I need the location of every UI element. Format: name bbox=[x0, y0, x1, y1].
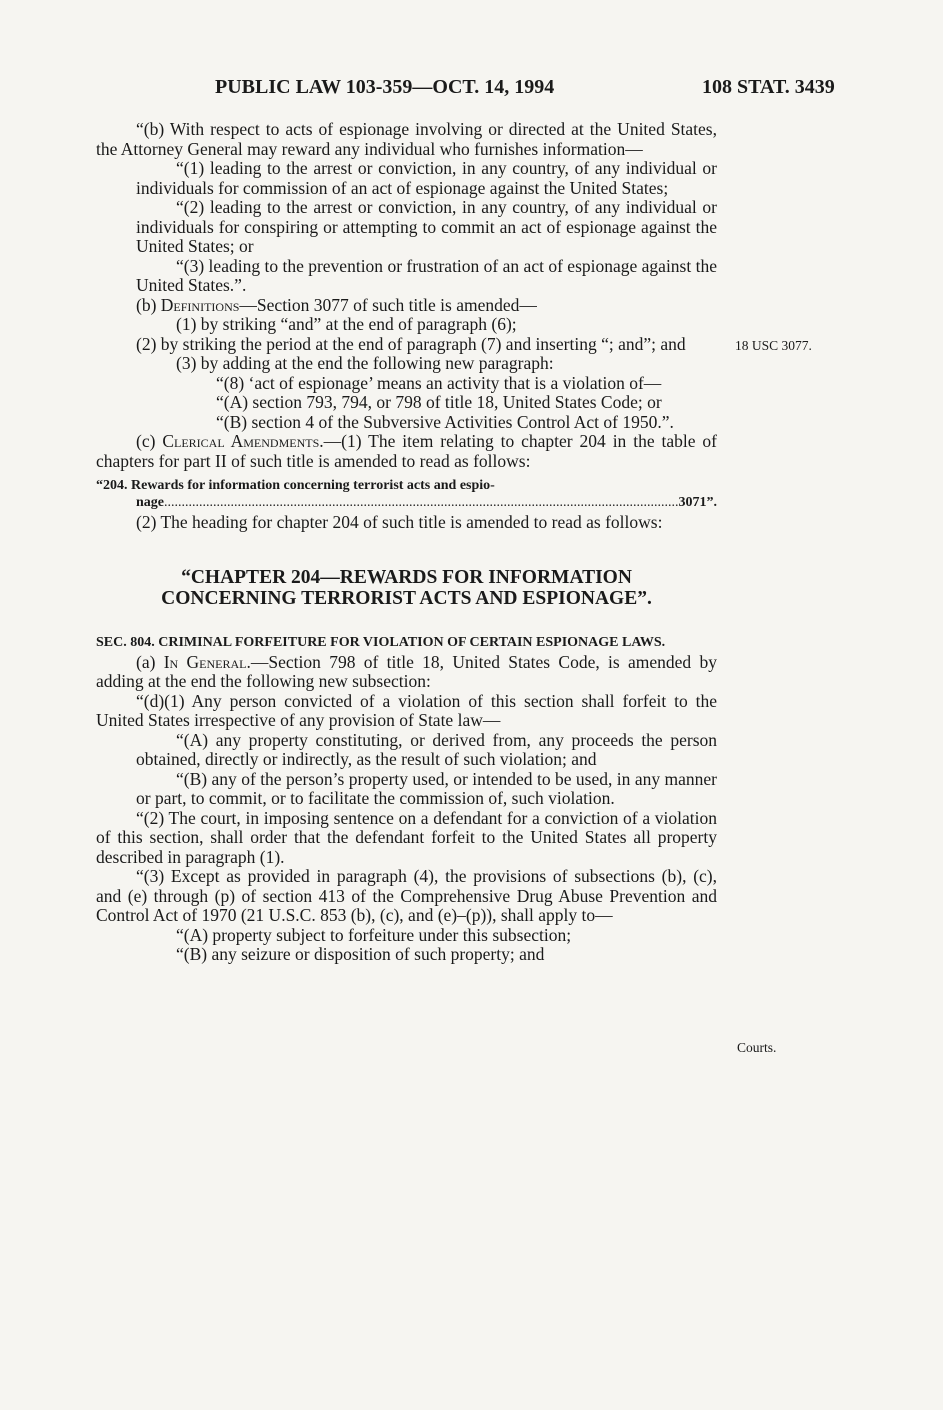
toc-leader-dots bbox=[164, 494, 679, 511]
stat-page-number: 108 STAT. 3439 bbox=[702, 76, 835, 98]
chapter-heading-line-1: “CHAPTER 204—REWARDS FOR INFORMATION bbox=[181, 566, 632, 588]
running-head: PUBLIC LAW 103-359—OCT. 14, 1994 bbox=[215, 76, 555, 98]
clerical-text: .—(1) The item relating to chapter 204 in the table of chapters for part II of such title is amended to read as follows: bbox=[96, 431, 717, 471]
paragraph-b1: “(1) leading to the arrest or conviction, in any country, of any individual or individuals for commission of an act of espionage against the United States; bbox=[136, 158, 717, 198]
general-heading: In General bbox=[163, 651, 247, 672]
paragraph-def1: (1) by striking “and” at the end of paragraph (6); bbox=[176, 314, 517, 334]
paragraph-general: (a) In General.—Section 798 of title 18, United States Code, is amended by adding at the end the following new subsection: bbox=[96, 651, 717, 691]
paragraph-def3: (3) by adding at the end the following new paragraph: bbox=[176, 353, 554, 373]
paragraph-d1: “(d)(1) Any person convicted of a violation of this section shall forfeit to the United States irrespective of any provision of State law— bbox=[96, 690, 717, 730]
paragraph-d1a: “(A) any property constituting, or derived from, any proceeds the person obtained, directly or indirectly, as the result of such violation; and bbox=[136, 729, 717, 769]
clerical-heading: Clerical Amendments bbox=[162, 431, 320, 451]
table-of-chapters-entry bbox=[96, 477, 717, 511]
paragraph-def8: “(8) ‘act of espionage’ means an activity that is a violation of— bbox=[216, 372, 662, 393]
document-body bbox=[96, 120, 717, 965]
chapter-heading bbox=[96, 567, 717, 609]
general-text: .—Section 798 of title 18, United States Code, is amended by adding at the end the following new subsection: bbox=[96, 651, 717, 691]
paragraph-clerical: (c) Clerical Amendments.—(1) The item relating to chapter 204 in the table of chapters for part II of such title is amended to read as follows: bbox=[96, 431, 717, 471]
toc-line-2 bbox=[96, 494, 717, 511]
definitions-heading: Definitions bbox=[160, 294, 240, 315]
chapter-heading-line-2: CONCERNING TERRORIST ACTS AND ESPIONAGE”. bbox=[161, 587, 652, 609]
definitions-text: —Section 3077 of such title is amended— bbox=[239, 294, 537, 315]
paragraph-d2: “(2) The court, in imposing sentence on a defendant for a conviction of a violation of this section, shall order that the defendant forfeit to the United States all property described in paragraph (1). bbox=[96, 807, 717, 867]
paragraph-b2: “(2) leading to the arrest or conviction, in any country, of any individual or individuals for conspiring or attempting to commit an act of espionage against the United States; or bbox=[136, 197, 717, 256]
paragraph-d1b: “(B) any of the person’s property used, or intended to be used, in any manner or part, to commit, or to facilitate the commission of, such violation. bbox=[136, 768, 717, 808]
paragraph-b3: “(3) leading to the prevention or frustration of an act of espionage against the United States.”. bbox=[136, 255, 717, 295]
paragraph-b-intro: “(b) With respect to acts of espionage involving or directed at the United States, the Attorney General may reward any individual who furnishes information— bbox=[96, 119, 717, 159]
toc-page: 3071”. bbox=[678, 495, 717, 510]
toc-line-1: “204. Rewards for information concerning terrorist acts and espio- bbox=[96, 478, 495, 493]
paragraph-d3b: “(B) any seizure or disposition of such property; and bbox=[176, 944, 545, 964]
paragraph-clerical-2: (2) The heading for chapter 204 of such title is amended to read as follows: bbox=[136, 512, 663, 532]
paragraph-d3: “(3) Except as provided in paragraph (4), the provisions of subsections (b), (c), and (e) through (p) of section 413 of the Comprehensive Drug Abuse Prevention and Control Act of 1970 (21 U.S.C. 853 (b), (c), and (e)–(p)), shall apply to— bbox=[96, 866, 717, 925]
paragraph-def8b: “(B) section 4 of the Subversive Activities Control Act of 1950.”. bbox=[216, 411, 674, 432]
paragraph-def2: (2) by striking the period at the end of paragraph (7) and inserting “; and”; and bbox=[136, 333, 686, 354]
paragraph-d3a: “(A) property subject to forfeiture under this subsection; bbox=[176, 924, 572, 945]
section-heading: SEC. 804. CRIMINAL FORFEITURE FOR VIOLATION OF CERTAIN ESPIONAGE LAWS. bbox=[96, 634, 666, 650]
paragraph-def8a: “(A) section 793, 794, or 798 of title 18, United States Code; or bbox=[216, 392, 662, 412]
paragraph-definitions: (b) Definitions—Section 3077 of such title is amended— bbox=[136, 294, 537, 315]
margin-note-usc: 18 USC 3077. bbox=[735, 338, 812, 353]
margin-note-courts: Courts. bbox=[737, 1040, 777, 1055]
toc-continuation: nage bbox=[136, 495, 164, 510]
